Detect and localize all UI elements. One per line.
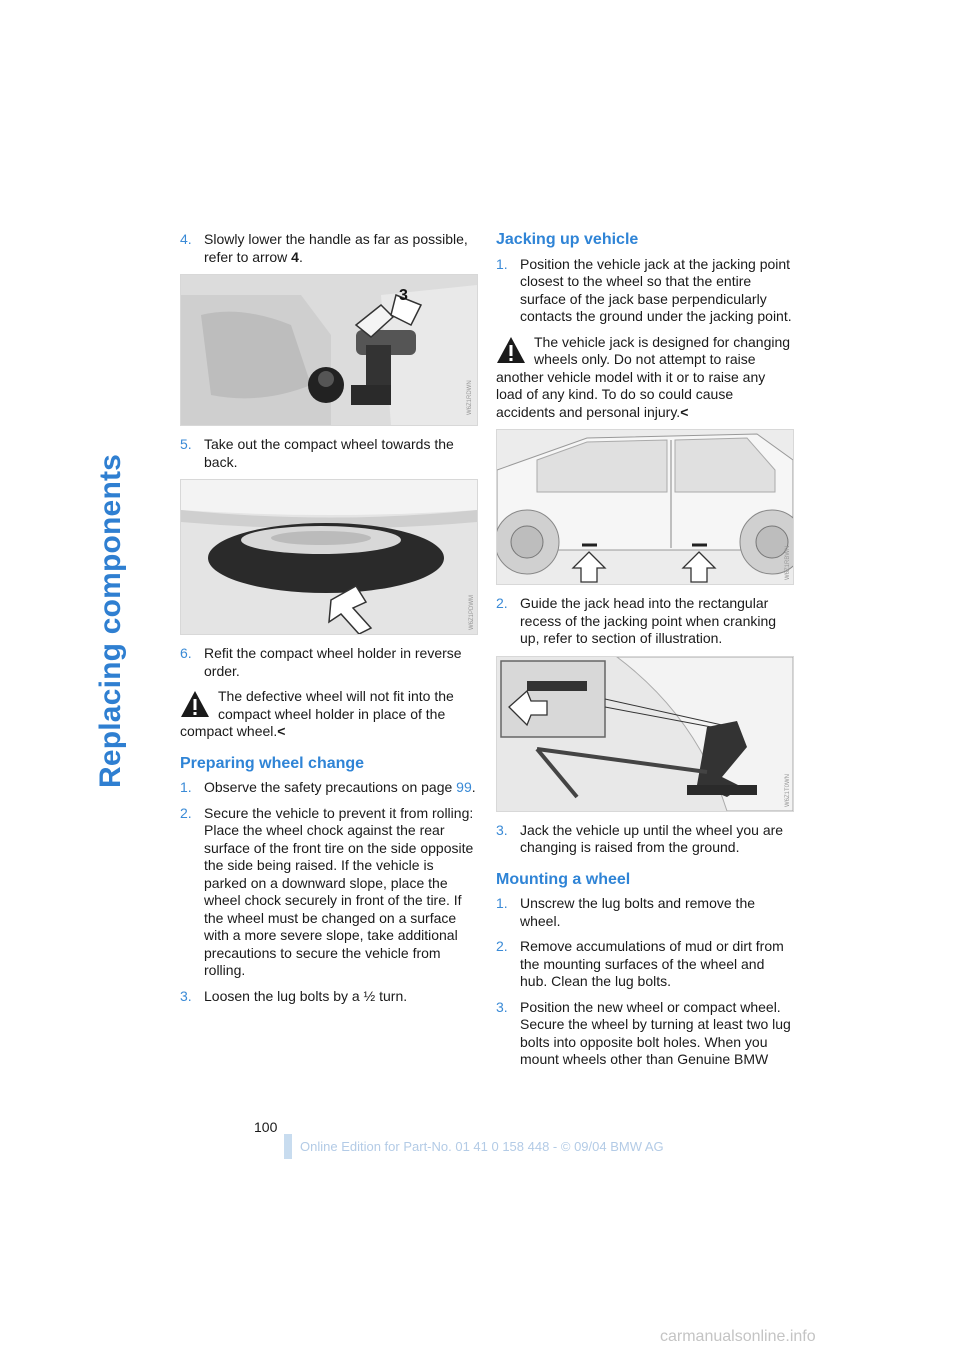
footer-text: Online Edition for Part-No. 01 41 0 158 448 - © 09/04 BMW AG <box>300 1139 664 1154</box>
step-text: Unscrew the lug bolts and remove the wheel. <box>520 895 756 929</box>
heading-preparing-wheel-change: Preparing wheel change <box>180 754 365 772</box>
footer-bar <box>284 1134 292 1159</box>
step-number: 5 . <box>180 436 192 454</box>
jack-step-3 <box>496 822 792 857</box>
warning-note <box>496 334 792 422</box>
page-reference-link[interactable]: 99 <box>456 779 472 795</box>
section-title: Replacing components <box>94 453 127 788</box>
step-text: Refit the compact wheel holder in reverse order. <box>204 645 462 679</box>
step-text-end: . <box>471 779 476 795</box>
figure-code: W6Z1RBWN <box>785 545 791 580</box>
step-number: 1 . <box>180 779 192 797</box>
figure-jack-handle <box>180 274 478 426</box>
arrow-ref: 4 <box>291 248 299 265</box>
step-number: 4 . <box>180 231 192 249</box>
figure-code: W6Z1T0WN <box>785 773 791 807</box>
step-text: Remove accumulations of mud or dirt from the mounting surfaces of the wheel and hub. Clean the lug bolts. <box>520 938 784 989</box>
step-text-end: . <box>298 248 303 265</box>
step-number: 3 . <box>496 999 508 1017</box>
figure-jacking-points <box>496 429 794 585</box>
step-number: 2 . <box>496 595 508 613</box>
step-text: Observe the safety precautions on page <box>204 779 457 795</box>
step-number: 1 . <box>496 256 508 274</box>
step-text: Guide the jack head into the rectangular recess of the jacking point when cranking up, refer to section of illustration. <box>520 595 777 646</box>
prep-step-3 <box>180 988 476 1006</box>
jack-step-1 <box>496 256 792 326</box>
step-text: Take out the compact wheel towards the back. <box>204 436 454 470</box>
step-text: Position the new wheel or compact wheel. Secure the wheel by turning at least two lug bolts into opposite bolt holes. When you mount wheels other than Genuine BMW <box>520 998 791 1067</box>
step-number: 3 . <box>496 822 508 840</box>
step-text: Position the vehicle jack at the jacking point closest to the wheel so that the entire surface of the jack base perpendicularly contacts the ground under the jacking point. <box>520 255 792 324</box>
step-number: 2 . <box>496 938 508 956</box>
end-marker <box>680 404 688 420</box>
step-number: 2 . <box>180 805 192 823</box>
figure-code: W6Z1PDWM <box>469 595 475 630</box>
step-text: Jack the vehicle up until the wheel you are changing is raised from the ground. <box>520 821 784 855</box>
warning-note <box>180 688 476 741</box>
step-number: 6 . <box>180 645 192 663</box>
figure-jack-head <box>496 656 794 812</box>
step-number: 3 . <box>180 988 192 1006</box>
step-number: 1 . <box>496 895 508 913</box>
warning-text: The vehicle jack is designed for changing wheels only. Do not attempt to raise another vehicle model with it or to raise any load of any kind. To do so could cause accidents and personal injury. <box>496 333 791 420</box>
heading-mounting-a-wheel: Mounting a wheel <box>496 870 631 888</box>
warning-triangle-icon <box>496 336 526 364</box>
step-4 <box>180 231 476 266</box>
figure-compact-wheel <box>180 479 478 635</box>
mount-step-1 <box>496 895 792 930</box>
step-text: Slowly lower the handle as far as possible, refer to arrow <box>204 231 468 265</box>
heading-jacking-up-vehicle: Jacking up vehicle <box>496 231 639 248</box>
end-marker <box>277 723 285 739</box>
section-side-title <box>92 228 152 788</box>
figure-label: 3 <box>399 287 408 304</box>
page-number: 100 <box>254 1119 278 1135</box>
warning-triangle-icon <box>180 690 210 718</box>
prep-step-1 <box>180 779 476 797</box>
figure-code: W6Z1RDWN <box>467 380 473 415</box>
warning-text: The defective wheel will not fit into the compact wheel holder in place of the compact wheel. <box>180 688 454 739</box>
step-text: Loosen the lug bolts by a ½ turn. <box>204 987 408 1004</box>
right-column <box>496 231 792 1077</box>
mount-step-2 <box>496 938 792 991</box>
watermark: carmanualsonline.info <box>660 1328 816 1345</box>
jack-step-2 <box>496 595 792 648</box>
step-text: Secure the vehicle to prevent it from rolling: Place the wheel chock against the rear surface of the front tire on the side opposite the side being raised. If the vehicle is parked on a downward slope, place the wheel chock securely in front of the tire. If the wheel must be changed on a surface with a more severe slope, take additional precautions to secure the vehicle from rolling. <box>204 804 474 978</box>
left-column <box>180 231 476 1013</box>
step-6 <box>180 645 476 680</box>
mount-step-3 <box>496 999 792 1069</box>
prep-step-2 <box>180 805 476 980</box>
step-5 <box>180 436 476 471</box>
